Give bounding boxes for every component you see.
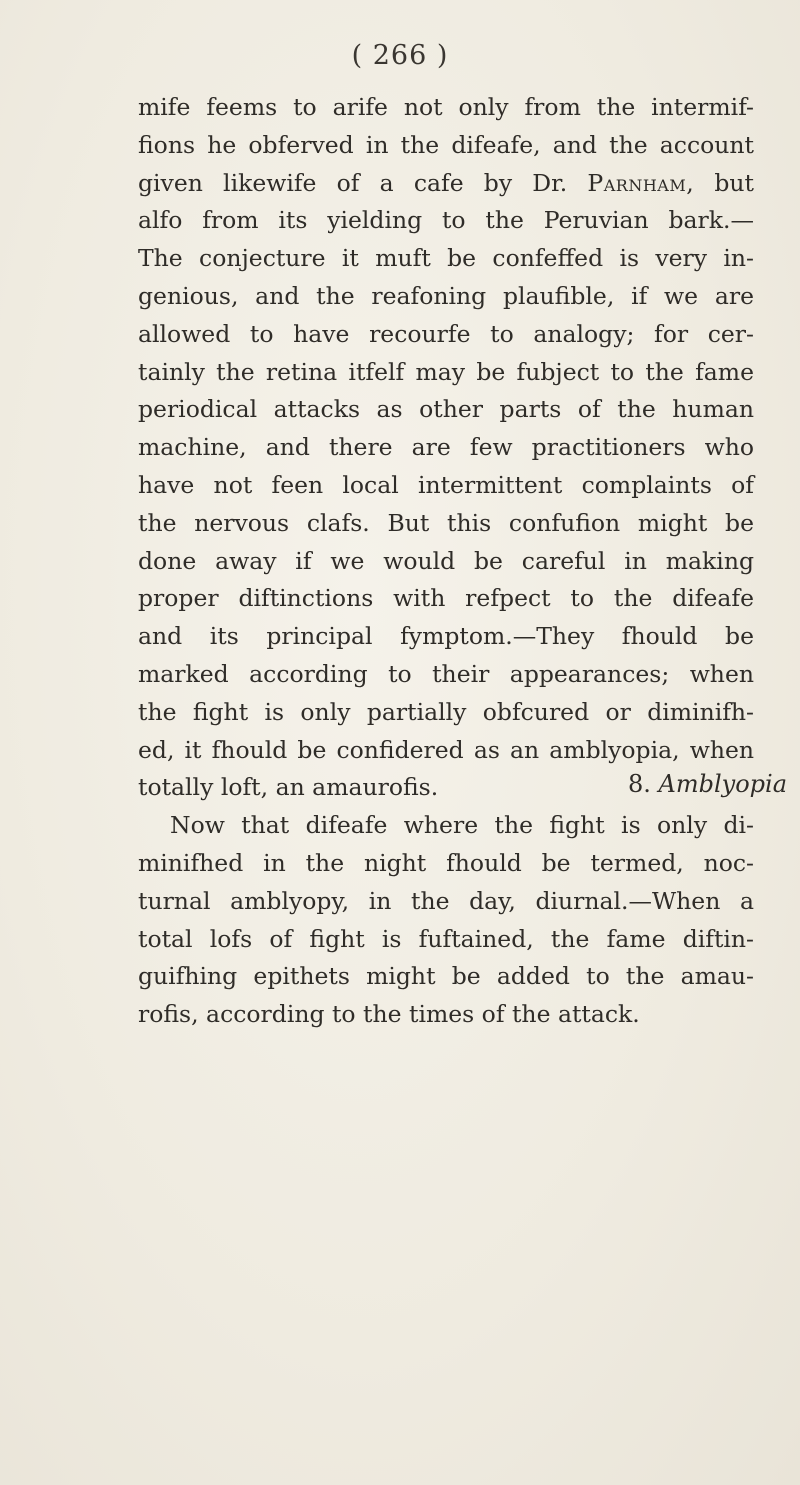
- page-number: ( 266 ): [351, 40, 449, 71]
- body-text: [138, 89, 754, 1034]
- text-line: rofis, according to the times of the attack.: [138, 1000, 640, 1029]
- text-line: and its principal fymptom.—They fhould be: [138, 622, 754, 651]
- text-line: tainly the retina itfelf may be fubject to the fame: [138, 357, 754, 386]
- text-line-segment: but: [714, 168, 754, 197]
- text-line: machine, and there are few practitioners who: [138, 433, 754, 462]
- text-line: ed, it fhould be confidered as an amblyopia, when: [138, 735, 754, 764]
- text-line: total lofs of fight is fuftained, the fame diftin-: [138, 924, 754, 953]
- text-line: mife feems to arife not only from the intermif-: [138, 93, 754, 121]
- text-line: guifhing epithets might be added to the amau-: [138, 962, 754, 991]
- text-line: totally loft, an amaurofis.: [138, 773, 439, 802]
- text-line: turnal amblyopy, in the day, diurnal.—When a: [138, 886, 754, 915]
- text-line: allowed to have recourfe to analogy; for cer-: [138, 319, 754, 348]
- text-line: genious, and the reafoning plaufible, if we are: [138, 281, 754, 310]
- text-line: minifhed in the night fhould be termed, noc-: [138, 848, 754, 877]
- text-line-segment: given likewife of a cafe by Dr.: [138, 168, 568, 197]
- text-line: done away if we would be careful in making: [138, 546, 754, 575]
- text-line-with-name: [138, 165, 754, 203]
- catchword: [628, 770, 787, 798]
- text-line: fions he obferved in the difeafe, and the account: [138, 130, 754, 159]
- text-line: have not feen local intermittent complaints of: [138, 470, 754, 499]
- text-line: proper diftinctions with refpect to the difeafe: [138, 584, 754, 613]
- text-line: the nervous clafs. But this confufion might be: [138, 508, 754, 537]
- text-line: the fight is only partially obfcured or diminifh-: [138, 697, 754, 726]
- person-name: Parnham,: [587, 168, 695, 197]
- text-line: alfo from its yielding to the Peruvian bark.—: [138, 206, 754, 235]
- text-line: periodical attacks as other parts of the human: [138, 395, 754, 424]
- catchword-word: Amblyopia: [658, 770, 788, 798]
- catchword-number: 8.: [628, 770, 651, 798]
- text-line: The conjecture it muft be confeffed is very in-: [138, 244, 754, 273]
- text-line: marked according to their appearances; when: [138, 659, 754, 688]
- text-line: Now that difeafe where the fight is only di-: [170, 811, 754, 840]
